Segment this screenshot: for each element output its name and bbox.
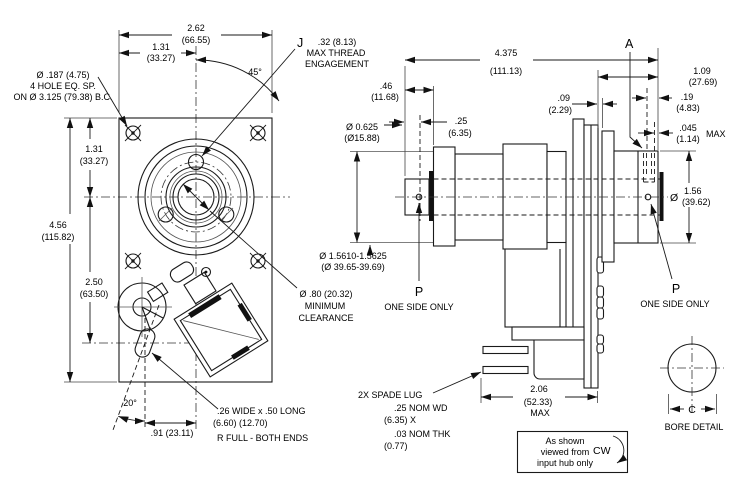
dim-front-upper-mm: (33.27)	[79, 156, 109, 166]
dim-thread-depth	[632, 92, 700, 113]
front-gear-boss	[114, 277, 172, 337]
bore-caption: BORE DETAIL	[664, 422, 724, 432]
svg-text:4.375: 4.375	[494, 48, 518, 58]
svg-text:(1.14): (1.14)	[676, 134, 700, 144]
svg-text:Ø .80 (20.32): Ø .80 (20.32)	[299, 289, 353, 299]
side-terminal-housing	[534, 340, 584, 379]
angle-45-arc	[196, 60, 279, 101]
svg-text:(Ø 39.65-39.69): (Ø 39.65-39.69)	[321, 262, 385, 272]
front-view	[13, 23, 369, 443]
dim-angle-20: 20°	[123, 398, 137, 408]
svg-text:Ø: Ø	[670, 192, 679, 204]
svg-text:(2.29): (2.29)	[548, 105, 572, 115]
dim-front-offset: .91 (23.11)	[150, 428, 194, 438]
svg-text:ONE SIDE ONLY: ONE SIDE ONLY	[640, 299, 710, 309]
svg-text:Ø 1.5610-1.5625: Ø 1.5610-1.5625	[319, 251, 387, 261]
svg-text:2.06: 2.06	[530, 384, 548, 394]
side-gearcase	[505, 242, 566, 327]
svg-text:(4.83): (4.83)	[676, 103, 700, 113]
svg-text:ENGAGEMENT: ENGAGEMENT	[304, 59, 370, 69]
label-a: A	[625, 37, 634, 51]
dim-angle-45: 45°	[248, 67, 262, 77]
svg-text:.46: .46	[379, 81, 393, 91]
spade-lug-note	[358, 372, 481, 451]
svg-text:.25: .25	[454, 116, 468, 126]
bore-circle	[668, 344, 716, 392]
svg-text:1.56: 1.56	[684, 186, 702, 196]
dim-front-total: 4.56	[49, 220, 67, 230]
svg-text:2X SPADE LUG: 2X SPADE LUG	[358, 390, 423, 400]
svg-text:4 HOLE EQ. SP.: 4 HOLE EQ. SP.	[30, 81, 96, 91]
front-top-dims	[119, 23, 279, 113]
dim-bore	[344, 122, 402, 143]
svg-text:1.09: 1.09	[693, 66, 711, 76]
svg-text:(6.60) (12.70): (6.60) (12.70)	[213, 418, 268, 428]
svg-text:Ø .187 (4.75): Ø .187 (4.75)	[36, 70, 90, 80]
dim-pilot-length	[389, 116, 472, 138]
side-cylinder	[455, 154, 503, 240]
mounting-hole	[250, 253, 266, 269]
side-plate-spacer	[573, 119, 584, 350]
svg-text:.09: .09	[557, 93, 570, 103]
svg-text:.26 WIDE x .50 LONG: .26 WIDE x .50 LONG	[217, 406, 306, 416]
rotation-line-2: viewed from	[540, 447, 590, 457]
dim-hub-dia	[660, 151, 716, 243]
side-input-seal	[429, 171, 434, 221]
svg-text:(27.69): (27.69)	[688, 77, 718, 87]
svg-text:ON Ø 3.125 (79.38) B.C.: ON Ø 3.125 (79.38) B.C.	[13, 92, 113, 102]
slot-note	[213, 406, 308, 443]
svg-text:(111.13): (111.13)	[489, 66, 523, 76]
svg-text:(0.77): (0.77)	[384, 441, 408, 451]
slot-axis-dashed	[113, 305, 159, 430]
svg-text:(52.33): (52.33)	[523, 397, 553, 407]
svg-text:MAX THREAD: MAX THREAD	[306, 48, 366, 58]
dim-depth	[481, 378, 598, 418]
bore-c-label: C	[688, 404, 696, 416]
spade-lug-top	[483, 347, 528, 354]
dim-front-lower-mm: (63.50)	[79, 289, 109, 299]
angle-20-arc	[118, 416, 145, 421]
svg-text:.25 NOM WD: .25 NOM WD	[394, 403, 448, 413]
front-slot	[113, 305, 159, 430]
svg-text:CLEARANCE: CLEARANCE	[298, 313, 354, 323]
cw-arrow	[613, 436, 624, 463]
side-view	[319, 37, 725, 451]
washer-max: MAX	[706, 129, 726, 139]
svg-text:.19: .19	[680, 92, 694, 102]
svg-text:(39.62): (39.62)	[682, 197, 711, 207]
dim-hub-length	[371, 81, 433, 145]
side-output-seal	[660, 172, 664, 221]
rotation-line-3: input hub only	[536, 458, 594, 468]
side-motor-body	[503, 144, 547, 249]
a-leader	[630, 52, 642, 148]
front-terminal-box	[174, 283, 268, 377]
dim-front-width-mm: (66.55)	[181, 35, 211, 45]
dim-front-upper: 1.31	[85, 144, 103, 154]
bore-detail	[660, 336, 724, 432]
svg-text:(6.35) X: (6.35) X	[384, 415, 417, 425]
svg-text:(6.35): (6.35)	[448, 128, 472, 138]
svg-text:MAX: MAX	[530, 408, 550, 418]
svg-text:(Ø15.88): (Ø15.88)	[344, 133, 380, 143]
svg-text:MINIMUM: MINIMUM	[304, 301, 346, 311]
dim-front-halfwidth-mm: (33.27)	[146, 53, 176, 63]
side-adapter-block	[602, 131, 614, 262]
svg-text:(11.68): (11.68)	[371, 92, 399, 102]
thread-engagement-note	[305, 37, 370, 69]
side-hub-flange	[434, 147, 456, 246]
svg-text:ONE SIDE ONLY: ONE SIDE ONLY	[384, 302, 454, 312]
j-leader	[202, 49, 295, 156]
side-standoffs	[597, 257, 604, 353]
dim-front-width: 2.62	[187, 23, 205, 33]
svg-text:.32 (8.13): .32 (8.13)	[317, 37, 357, 47]
dim-pilot-dia	[319, 152, 387, 273]
svg-text:.045: .045	[679, 123, 697, 133]
label-j: J	[297, 36, 304, 50]
svg-text:P: P	[414, 285, 424, 299]
front-left-dims	[42, 118, 117, 382]
rotation-note-box	[518, 432, 628, 473]
dim-front-total-mm: (115.82)	[41, 232, 75, 242]
mounting-hole	[250, 125, 266, 141]
side-gearcase-step	[512, 327, 584, 340]
mounting-hole	[125, 125, 141, 141]
svg-text:Ø 0.625: Ø 0.625	[345, 122, 379, 132]
svg-text:.03 NOM THK: .03 NOM THK	[394, 429, 451, 439]
dim-front-halfwidth: 1.31	[152, 42, 170, 52]
svg-text:R FULL - BOTH ENDS: R FULL - BOTH ENDS	[217, 433, 309, 443]
rotation-line-1: As shown	[545, 436, 585, 446]
dim-front-lower: 2.50	[85, 277, 103, 287]
svg-text:P: P	[671, 282, 681, 296]
dim-washer	[638, 123, 726, 144]
rotation-direction: CW	[593, 445, 611, 457]
spade-lug-bottom	[483, 367, 528, 374]
mounting-hole	[125, 253, 141, 269]
